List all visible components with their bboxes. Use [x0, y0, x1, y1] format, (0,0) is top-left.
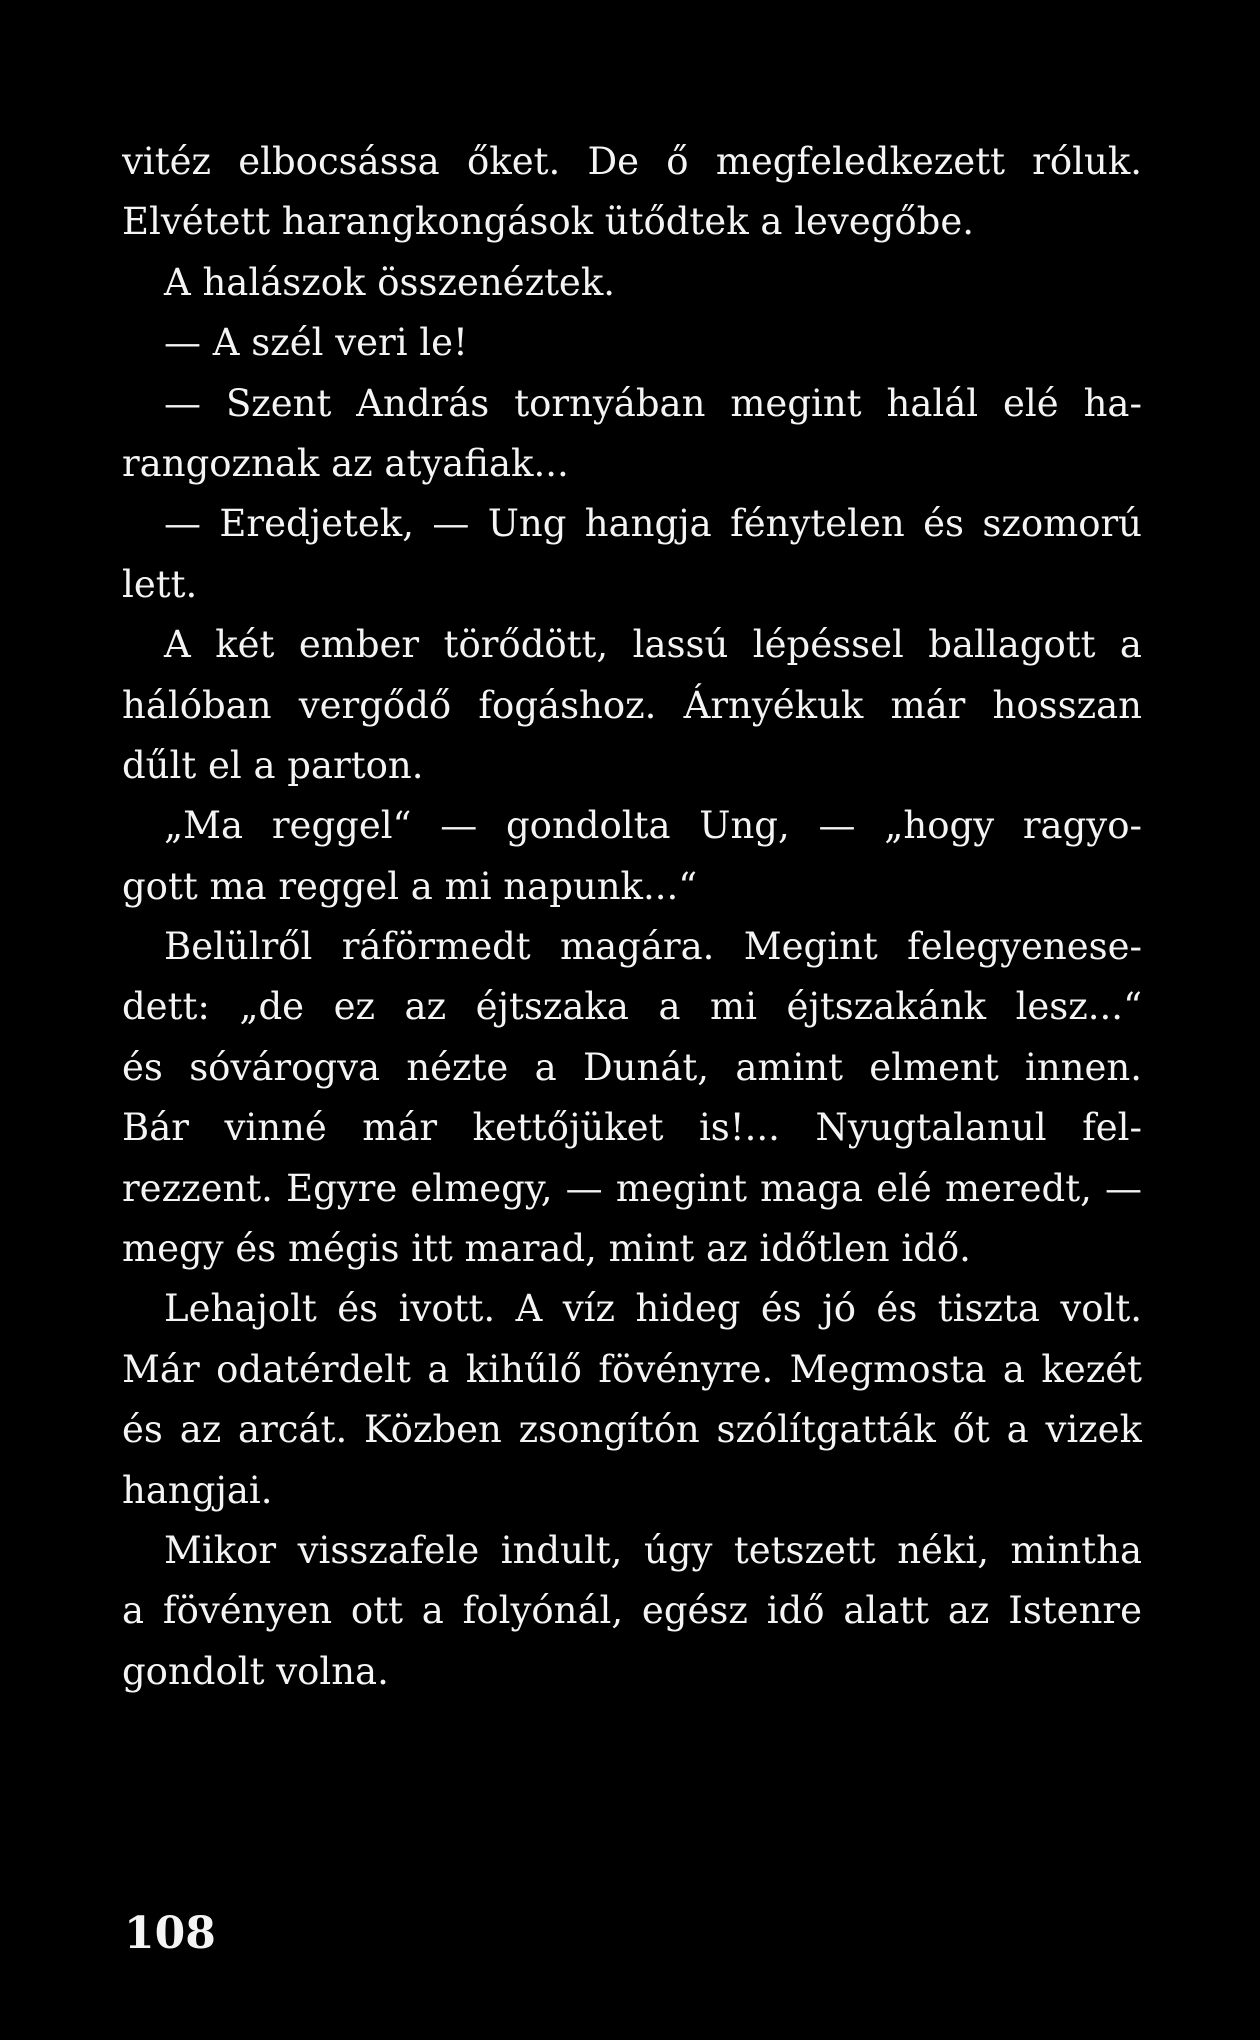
text-line: Belülről ráförmedt magára. Megint felegyenese- — [164, 925, 1142, 969]
text-line: Elvétett harangkongások ütődtek a levegőbe. — [122, 200, 975, 244]
text-line: dűlt el a parton. — [122, 743, 424, 787]
text-line: Lehajolt és ivott. A víz hideg és jó és tiszta volt. — [164, 1287, 1142, 1331]
text-line: — A szél veri le! — [164, 321, 468, 365]
page-body-text — [122, 132, 1142, 1702]
text-line: gondolt volna. — [122, 1649, 389, 1693]
page-number: 108 — [124, 1908, 216, 1959]
text-line: — Eredjetek, — Ung hangja fénytelen és szomorú — [164, 502, 1142, 546]
text-line: A két ember törődött, lassú lépéssel ballagott a — [164, 623, 1142, 667]
text-line: — Szent András tornyában megint halál elé ha- — [164, 381, 1142, 425]
text-line: és sóvárogva nézte a Dunát, amint elment innen. — [122, 1045, 1142, 1089]
text-line: hálóban vergődő fogáshoz. Árnyékuk már hosszan — [122, 683, 1142, 727]
text-line: A halászok összenéztek. — [164, 260, 616, 304]
text-line: rezzent. Egyre elmegy, — megint maga elé meredt, — — [122, 1166, 1142, 1210]
text-line: hangjai. — [122, 1468, 273, 1512]
text-line: vitéz elbocsássa őket. De ő megfeledkezett róluk. — [122, 140, 1142, 183]
text-line: lett. — [122, 562, 198, 606]
text-line: Már odatérdelt a kihűlő fövényre. Megmosta a kezét — [122, 1347, 1142, 1391]
text-line: gott ma reggel a mi napunk...“ — [122, 864, 698, 908]
text-line: Mikor visszafele indult, úgy tetszett néki, mintha — [164, 1528, 1142, 1572]
text-line: a fövényen ott a folyónál, egész idő alatt az Istenre — [122, 1589, 1142, 1633]
text-line: dett: „de ez az éjtszaka a mi éjtszakánk lesz...“ — [122, 985, 1142, 1029]
text-line: „Ma reggel“ — gondolta Ung, — „hogy ragyo- — [164, 804, 1142, 848]
text-line: Bár vinné már kettőjüket is!... Nyugtalanul fel- — [122, 1106, 1142, 1150]
text-line: megy és mégis itt marad, mint az időtlen idő. — [122, 1227, 971, 1271]
text-line: rangoznak az atyafiak... — [122, 441, 569, 485]
text-line: és az arcát. Közben zsongítón szólítgatták őt a vizek — [122, 1408, 1142, 1452]
